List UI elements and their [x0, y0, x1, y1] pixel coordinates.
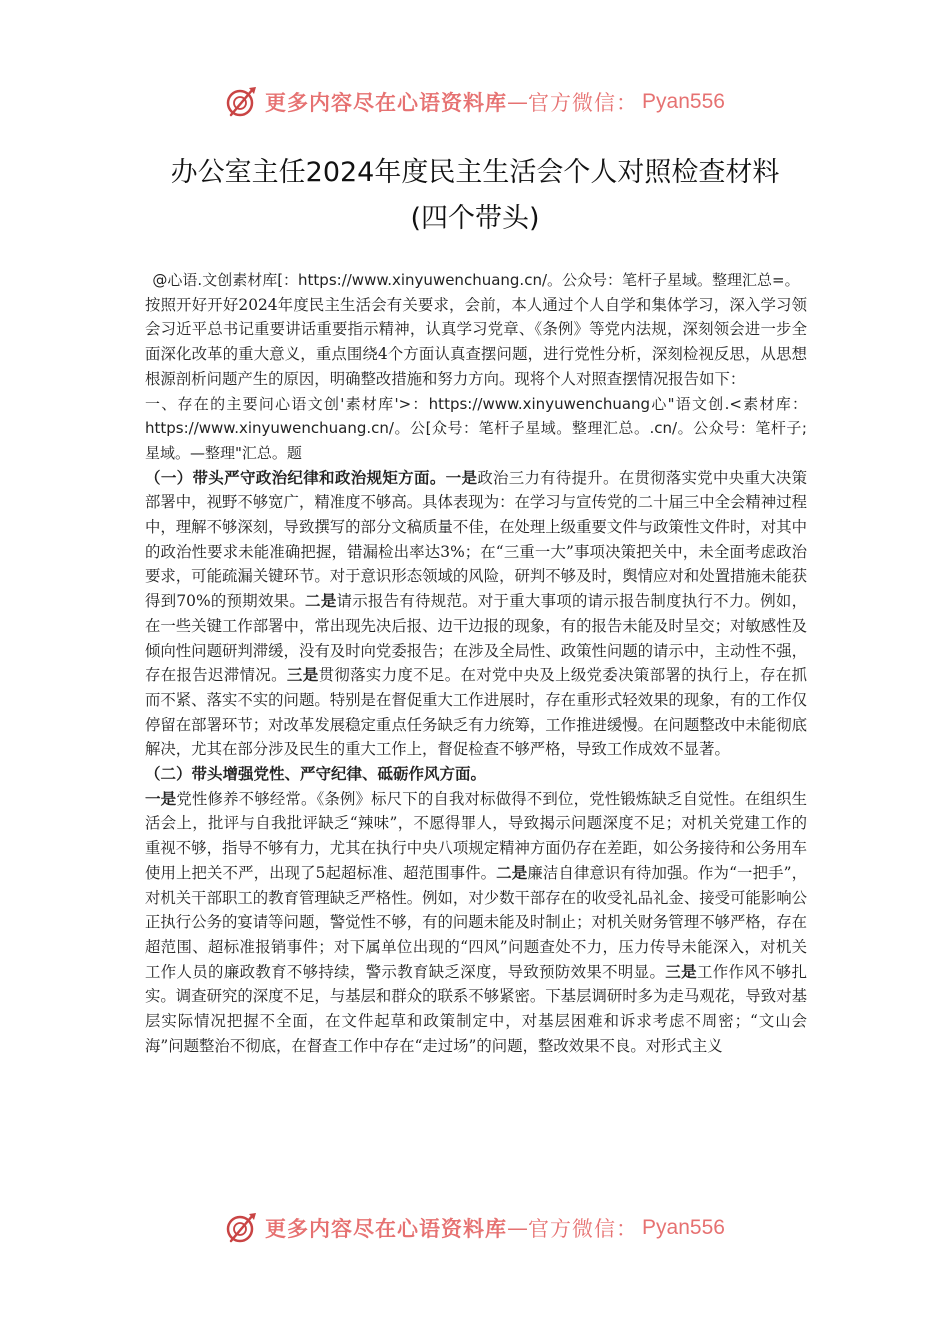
- point-text: 贯彻落实力度不足。在对党中央及上级党委决策部署的执行上，存在抓而不紧、落实不实的问题。特别是在督促重大工作进展时，存在重形式轻效果的现象，有的工作仅停留在部署环节；对改革发展稳定重点任务缺乏有力统筹，工作推进缓慢。在问题整改中未能彻底解决，尤其在部分涉及民生的重大工作上，督促检查不够严格，导致工作成效不显著。: [145, 666, 807, 759]
- watermark-wechat-id: Pyan556: [642, 90, 725, 113]
- point-lead: 一是: [145, 789, 177, 808]
- point-text: 政治三力有待提升。在贯彻落实党中央重大决策部署中，视野不够宽广，精准度不够高。具体表现为：在学习与宣传党的二十届三中全会精神过程中，理解不够深刻，导致撰写的部分文稿质量不佳，在处理上级重要文件与政策性文件时，对其中的政治性要求未能准确把握，错漏检出率达3%；在“三重一大”事项决策把关中，未全面考虑政治要求，可能疏漏关键环节。对于意识形态领域的风险，研判不够及时，舆情应对和处置措施未能获得到70%的预期效果。: [145, 468, 807, 611]
- point-text: 请示报告有待规范。对于重大事项的请示报告制度执行不力。例如，在一些关键工作部署中，常出现先决后报、边干边报的现象，有的报告未能及时呈交；对敏感性及倾向性问题研判滞缓，没有及时向党委报告；在涉及全局性、政策性问题的请示中，主动性不强，存在报告迟滞情况。: [145, 592, 807, 685]
- watermark-brand-text: 更多内容尽在心语资料库: [265, 91, 508, 115]
- point-text: 党性修养不够经常。《条例》标尺下的自我对标做得不到位，党性锻炼缺乏自觉性。在组织生活会上，批评与自我批评缺乏“辣味”，不愿得罪人，导致揭示问题深度不足；对机关党建工作的重视不够，指导不够有力，尤其在执行中央八项规定精神方面仍存在差距，如公务接待和公务用车使用上把关不严，出现了5起超标准、超范围事件。: [145, 789, 807, 882]
- point-lead: 一是: [445, 468, 478, 487]
- point-lead: 三是: [286, 666, 319, 685]
- watermark-wechat-label: 官方微信：: [528, 1217, 639, 1241]
- subsection-2-heading-line: [145, 762, 807, 787]
- point-text: 廉洁自律意识有待加强。作为“一把手”，对机关干部职工的教育管理缺乏严格性。例如，对少数干部存在的收受礼品礼金、接受可能影响公正执行公务的宴请等问题，警觉性不够，有的问题未能及时制止；对机关财务管理不够严格，存在超范围、超标准报销事件；对下属单位出现的“四风”问题查处不力，压力传导未能深入，对机关工作人员的廉政教育不够持续，警示教育缺乏深度，导致预防效果不明显。: [145, 863, 807, 981]
- point-lead: 二是: [305, 592, 337, 611]
- document-title: [110, 150, 840, 242]
- brand-logo-icon: [225, 85, 259, 119]
- point-lead: 三是: [665, 962, 697, 981]
- watermark-banner-bottom: [0, 1208, 950, 1248]
- point-text: 工作作风不够扎实。调查研究的深度不足，与基层和群众的联系不够紧密。下基层调研时多为走马观花，导致对基层实际情况把握不全面，在文件起草和政策制定中，对基层困难和诉求考虑不周密；“文山会海”问题整治不彻底，在督查工作中存在“走过场”的问题，整改效果不良。对形式主义: [145, 962, 807, 1055]
- watermark-dash: —: [507, 1216, 529, 1240]
- intro-paragraph: 按照开好开好2024年度民主生活会有关要求，会前，本人通过个人自学和集体学习，深入学习领会习近平总书记重要讲话重要指示精神，认真学习党章、《条例》等党内法规，深刻领会进一步全面深化改革的重大意义，重点围绕4个方面认真查摆问题，进行党性分析，深刻检视反思，从思想根源剖析问题产生的原因，明确整改措施和努力方向。现将个人对照查摆情况报告如下：: [145, 295, 807, 388]
- watermark-wechat-id: Pyan556: [642, 1216, 725, 1239]
- section-1-heading: 一、存在的主要问心语文创'素材库'>：https://www.xinyuwenchuang心"语文创.<素材库：https://www.xinyuwenchuang.cn/。公[众号：笔杆子星域。整理汇总。.cn/。公众号：笔杆子;星域。—整理"汇总。题: [145, 394, 807, 462]
- watermark-brand-text: 更多内容尽在心语资料库: [265, 1217, 508, 1241]
- brand-logo-icon: [225, 1211, 259, 1245]
- subsection-2-paragraph: [145, 787, 807, 1059]
- source-note: @心语.文创素材库[：https://www.xinyuwenchuang.cn/。公众号：笔杆子星域。整理汇总=。: [152, 271, 800, 289]
- watermark-wechat-label: 官方微信：: [528, 91, 639, 115]
- watermark-banner-top: [0, 82, 950, 122]
- title-line-2: (四个带头): [410, 203, 540, 234]
- subsection-2-heading: （二）带头增强党性、严守纪律、砥砺作风方面。: [145, 765, 487, 784]
- subsection-1-heading: （一）带头严守政治纪律和政治规矩方面。: [145, 468, 446, 487]
- title-line-1: 办公室主任2024年度民主生活会个人对照检查材料: [170, 157, 780, 188]
- watermark-dash: —: [507, 90, 529, 114]
- document-body: [145, 268, 807, 1059]
- subsection-1-paragraph: [145, 466, 807, 762]
- point-lead: 二是: [496, 863, 528, 882]
